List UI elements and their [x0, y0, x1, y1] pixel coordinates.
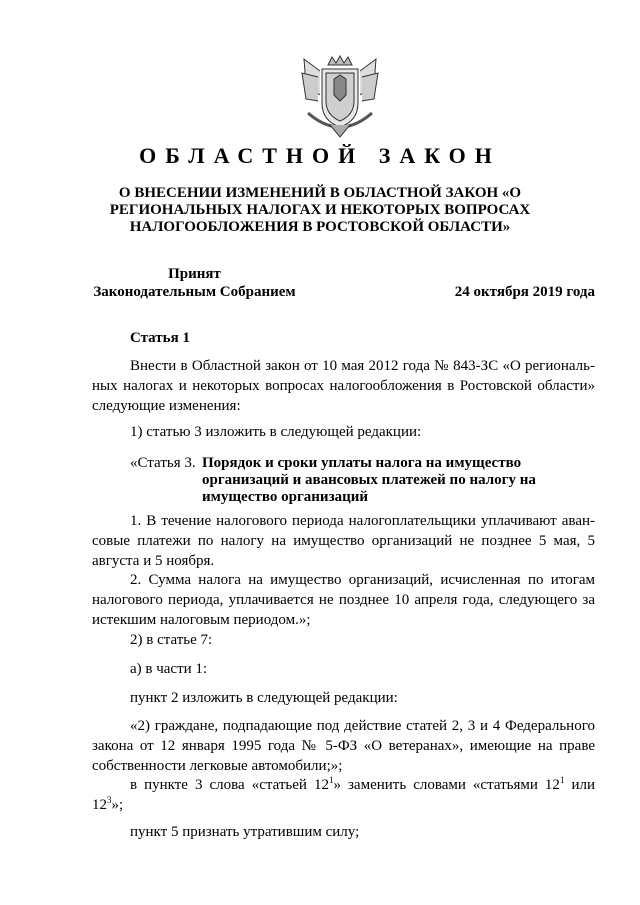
point3-sup3: 3 — [107, 795, 112, 805]
article-3-title: Порядок и сроки уплаты налога на имущество организаций и авансовых платежей по налогу на имущество организаций — [202, 455, 536, 505]
item-2a: а) в части 1: — [130, 661, 208, 677]
item-1: 1) статью 3 изложить в следующей редакции: — [130, 424, 422, 440]
item-2: 2) в статье 7: — [130, 632, 213, 648]
intro-paragraph: Внести в Областной закон от 10 мая 2012 года № 843-ЗС «О региональ-ных налогах и некоторых вопросах налогообложения в Ростовской области» следующие изменения: — [92, 358, 595, 414]
point3-sup1: 1 — [328, 775, 334, 785]
article-3-prefix: «Статья 3. — [130, 455, 196, 471]
article-3-paragraph-1: 1. В течение налогового периода налогоплательщики уплачивают аван-совые платежи по налогу на имущество организаций не позднее 5 мая, 5 августа и 5 ноября. — [92, 513, 595, 569]
coat-of-arms-icon — [300, 55, 380, 139]
adopted-line1: Принят — [168, 266, 221, 282]
adopted-line2: Законодательным Собранием — [93, 284, 296, 300]
point3-part4: »; — [111, 797, 124, 813]
article-heading: Статья 1 — [130, 330, 190, 346]
item-2a-point2: пункт 2 изложить в следующей редакции: — [130, 690, 398, 706]
adopted-date: 24 октября 2019 года — [454, 284, 595, 300]
point3-part2: » заменить словами «статьями 12 — [333, 777, 560, 793]
item-point-3 — [92, 775, 595, 815]
item-point-5: пункт 5 признать утратившим силу; — [130, 824, 360, 840]
point3-part3: или 12 — [92, 777, 595, 813]
article-3-paragraph-2: 2. Сумма налога на имущество организаций, исчисленная по итогам налогового периода, уплачивается не позднее 10 апреля года, следующего за истекшим налоговым периодом.»; — [92, 572, 595, 628]
law-subtitle: О ВНЕСЕНИИ ИЗМЕНЕНИЙ В ОБЛАСТНОЙ ЗАКОН «О РЕГИОНАЛЬНЫХ НАЛОГАХ И НЕКОТОРЫХ ВОПРОСАХ НАЛОГООБЛОЖЕНИЯ В РОСТОВСКОЙ ОБЛАСТИ» — [109, 185, 531, 235]
adopted-block — [92, 265, 297, 301]
law-title: ОБЛАСТНОЙ ЗАКОН — [139, 143, 501, 168]
point3-sup2: 1 — [559, 775, 565, 785]
point3-part1: в пункте 3 слова «статьей 12 — [130, 777, 329, 793]
quote-point-2: «2) граждане, подпадающие под действие статей 2, 3 и 4 Федерального закона от 12 января 1995 года № 5-ФЗ «О ветеранах», имеющие на праве собственности легковые автомобили;»; — [92, 718, 595, 774]
